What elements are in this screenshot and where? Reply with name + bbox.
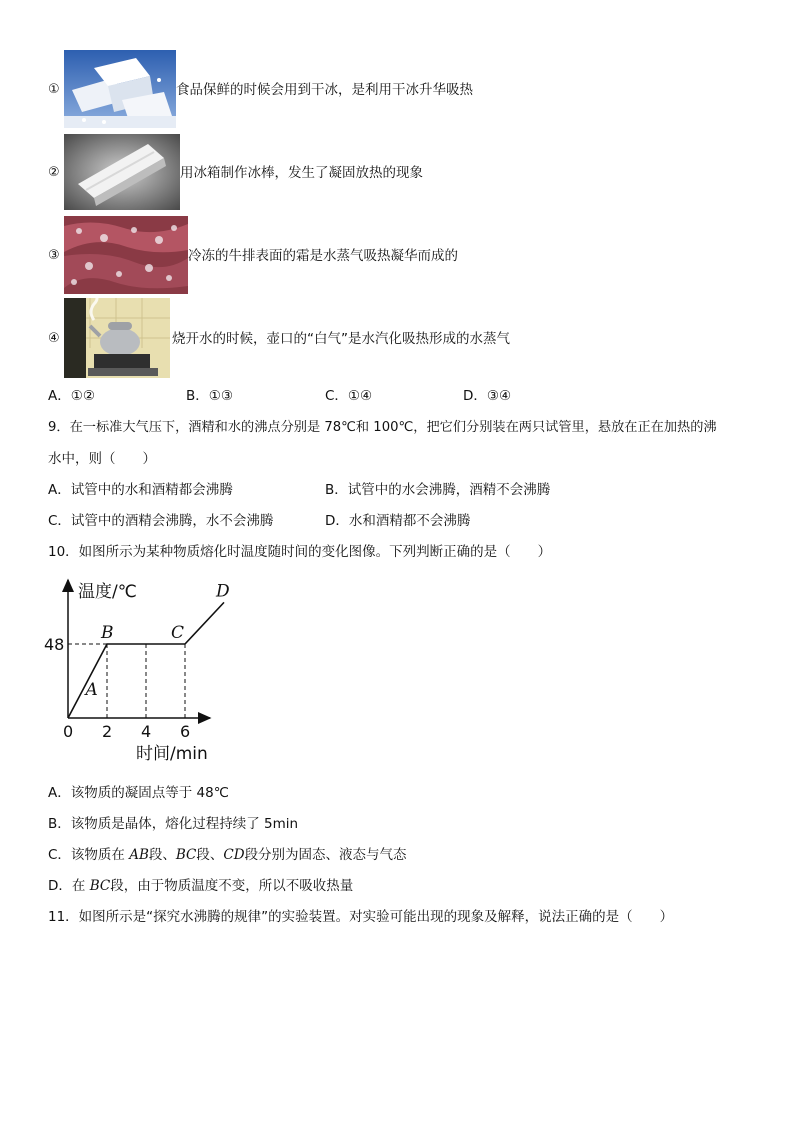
q11-stem: 11．如图所示是“探究水沸腾的规律”的实验装置。对实验可能出现的现象及解释，说法正确的是（ ）: [48, 909, 674, 925]
item-1-text: 食品保鲜的时候会用到干冰，是利用干冰升华吸热: [176, 82, 473, 98]
x-tick-label: 6: [180, 722, 191, 741]
x-tick-label: 4: [141, 722, 152, 741]
q8-option-a: A．①②: [48, 388, 95, 404]
q9-option-b: B．试管中的水会沸腾，酒精不会沸腾: [325, 482, 551, 498]
option-text: 段、: [148, 847, 176, 863]
item-3-text: 冷冻的牛排表面的霜是水蒸气吸热凝华而成的: [188, 248, 458, 264]
segment-label: AB: [129, 847, 149, 863]
option-text: 段分别为固态、液态与气态: [244, 847, 407, 863]
q10-option-c: [48, 846, 407, 864]
q8-option-d: D．③④: [463, 388, 512, 404]
q9-option-d: D．水和酒精都不会沸腾: [325, 513, 471, 529]
q9-option-c: C．试管中的酒精会沸腾，水不会沸腾: [48, 513, 274, 529]
x-tick-label: 0: [63, 722, 74, 741]
item-4-text: 烧开水的时候，壶口的“白气”是水汽化吸热形成的水蒸气: [172, 331, 510, 347]
q10-option-d: [48, 877, 353, 895]
option-text: 段，由于物质温度不变，所以不吸收热量: [110, 878, 354, 894]
y-axis-label: 温度/℃: [78, 582, 137, 602]
segment-label: CD: [223, 847, 245, 863]
point-label-b: B: [101, 623, 114, 643]
melting-curve-chart: [40, 572, 240, 772]
item-number: ④: [48, 331, 60, 346]
segment-label: BC: [175, 847, 197, 863]
q9-stem-line2: 水中，则（ ）: [48, 451, 156, 467]
item-number: ②: [48, 165, 60, 180]
q10-stem: 10．如图所示为某种物质熔化时温度随时间的变化图像。下列判断正确的是（ ）: [48, 544, 552, 560]
dry-ice-image: [64, 50, 176, 128]
option-prefix: C．该物质在: [48, 847, 130, 863]
item-2-text: 用冰箱制作冰棒，发生了凝固放热的现象: [180, 165, 423, 181]
ice-bar-image: [64, 134, 180, 210]
point-label-a: A: [85, 680, 98, 700]
q9-stem-line1: 9．在一标准大气压下，酒精和水的沸点分别是 78℃和 100℃，把它们分别装在两只试管里，悬放在正在加热的沸: [48, 420, 717, 435]
q8-option-b: B．①③: [186, 388, 233, 404]
frosted-steak-image: [64, 216, 188, 294]
option-prefix: D．在: [48, 878, 90, 894]
x-axis-label: 时间/min: [136, 744, 208, 764]
q10-option-b: B．该物质是晶体，熔化过程持续了 5min: [48, 816, 299, 832]
item-number: ①: [48, 82, 60, 97]
item-number: ③: [48, 248, 60, 263]
q9-option-a: A．试管中的水和酒精都会沸腾: [48, 482, 233, 498]
segment-label: BC: [89, 878, 111, 894]
q10-option-a: A．该物质的凝固点等于 48℃: [48, 785, 229, 801]
q8-option-c: C．①④: [325, 388, 373, 404]
boiling-kettle-image: [64, 298, 170, 378]
y-tick-label: 48: [44, 635, 65, 654]
x-tick-label: 2: [102, 722, 113, 741]
point-label-d: D: [216, 581, 230, 602]
option-text: 段、: [196, 847, 224, 863]
point-label-c: C: [171, 623, 185, 643]
